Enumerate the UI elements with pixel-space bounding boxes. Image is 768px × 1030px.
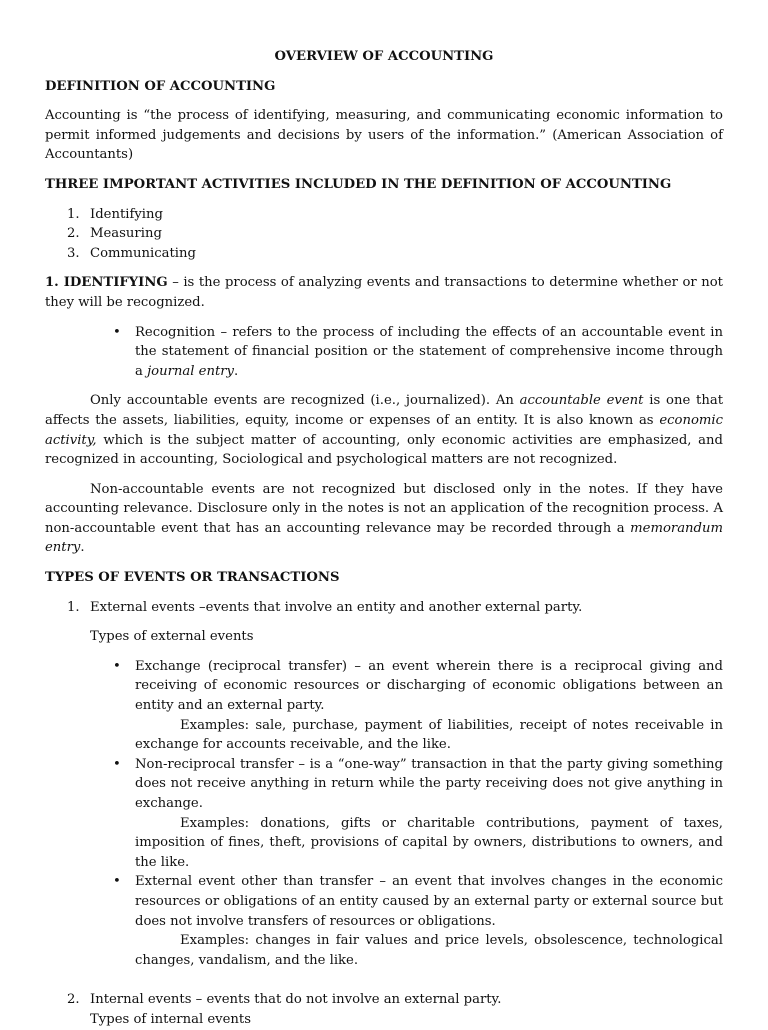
list-number: 2. bbox=[67, 226, 80, 242]
bullet-icon: • bbox=[113, 658, 121, 674]
external-events-item bbox=[45, 598, 723, 618]
list-item bbox=[45, 205, 723, 225]
recognition-list bbox=[45, 323, 723, 382]
list-item bbox=[45, 244, 723, 264]
internal-types-subheading: Types of internal events bbox=[90, 1011, 251, 1027]
bullet-icon: • bbox=[113, 874, 121, 890]
recognition-emphasis: journal entry bbox=[147, 363, 235, 379]
list-number: 1. bbox=[67, 206, 80, 222]
accountable-text-a: Only accountable events are recognized (i.e., journalized). An bbox=[90, 393, 520, 409]
accountable-paragraph bbox=[45, 391, 723, 469]
non-reciprocal-examples: Examples: donations, gifts or charitable contributions, payment of taxes, imposition of fines, theft, provisions of capital by owners, distributions to owners, and the like. bbox=[135, 815, 723, 870]
recognition-text: Recognition – refers to the process of including the effects of an accountable event in the statement of financial position or the statement of comprehensive income through a bbox=[135, 324, 723, 379]
external-types-list bbox=[45, 657, 723, 971]
bullet-icon: • bbox=[113, 756, 121, 772]
list-item bbox=[45, 657, 723, 755]
non-accountable-paragraph bbox=[45, 480, 723, 558]
list-item-label: Identifying bbox=[90, 206, 163, 222]
list-item-label: Measuring bbox=[90, 226, 162, 242]
types-heading: TYPES OF EVENTS OR TRANSACTIONS bbox=[45, 570, 340, 586]
identifying-text: – is the process of analyzing events and transactions to determine whether or not they will be recognized. bbox=[45, 275, 723, 310]
list-item bbox=[45, 872, 723, 970]
internal-events-text: Internal events – events that do not involve an external party. bbox=[90, 992, 502, 1008]
identifying-paragraph bbox=[45, 273, 723, 312]
external-types-subheading: Types of external events bbox=[90, 629, 254, 645]
list-item bbox=[45, 323, 723, 382]
list-item bbox=[45, 755, 723, 873]
other-external-examples: Examples: changes in fair values and price levels, obsolescence, technological changes, vandalism, and the like. bbox=[135, 933, 723, 968]
non-accountable-period: . bbox=[80, 540, 85, 556]
list-number: 1. bbox=[67, 599, 80, 615]
accountable-text-b: is one that affects the assets, liabilities, equity, income or expenses of an entity. It is also known as bbox=[45, 393, 723, 428]
list-number: 3. bbox=[67, 245, 80, 261]
other-external-text: External event other than transfer – an event that involves changes in the economic resources or obligations of an entity caused by an external party or external source but does not involve transfers of resources or obligations. bbox=[135, 874, 723, 929]
accountable-emphasis: accountable event bbox=[519, 393, 644, 409]
memorandum-emphasis: memorandum entry bbox=[45, 520, 723, 556]
list-number: 2. bbox=[67, 992, 80, 1008]
accountable-text-c: which is the subject matter of accounting, only economic activities are emphasized, and recognized in accounting, Sociological and psychological matters are not recognized. bbox=[45, 432, 723, 468]
activities-heading: THREE IMPORTANT ACTIVITIES INCLUDED IN THE DEFINITION OF ACCOUNTING bbox=[45, 176, 672, 192]
list-item bbox=[45, 224, 723, 244]
identifying-lead: 1. IDENTIFYING bbox=[45, 275, 168, 291]
activities-list bbox=[45, 205, 723, 264]
non-accountable-text: Non-accountable events are not recognized but disclosed only in the notes. If they have accounting relevance. Disclosure only in the notes is not an application of the recognition process. A non-accountable event that has an accounting relevance may be recorded through a bbox=[45, 481, 723, 536]
document-title: OVERVIEW OF ACCOUNTING bbox=[274, 49, 494, 64]
definition-heading: DEFINITION OF ACCOUNTING bbox=[45, 78, 276, 94]
external-events-text: External events –events that involve an entity and another external party. bbox=[90, 599, 583, 615]
bullet-icon: • bbox=[113, 324, 121, 340]
non-reciprocal-text: Non-reciprocal transfer – is a “one-way” transaction in that the party giving something does not receive anything in return while the party receiving does not give anything in exchange. bbox=[135, 756, 723, 811]
exchange-examples: Examples: sale, purchase, payment of liabilities, receipt of notes receivable in exchange for accounts receivable, and the like. bbox=[135, 717, 723, 753]
exchange-text: Exchange (reciprocal transfer) – an event wherein there is a reciprocal giving and receiving of economic resources or discharging of economic obligations between an entity and an external party. bbox=[135, 658, 723, 714]
recognition-period: . bbox=[234, 363, 239, 379]
economic-activity-emphasis: economic activity, bbox=[45, 412, 723, 448]
internal-events-item bbox=[45, 990, 723, 1010]
definition-text: Accounting is “the process of identifying, measuring, and communicating economic information to permit informed judgements and decisions by users of the information.” (American Association of Accountants) bbox=[45, 108, 723, 163]
list-item-label: Communicating bbox=[90, 245, 196, 261]
